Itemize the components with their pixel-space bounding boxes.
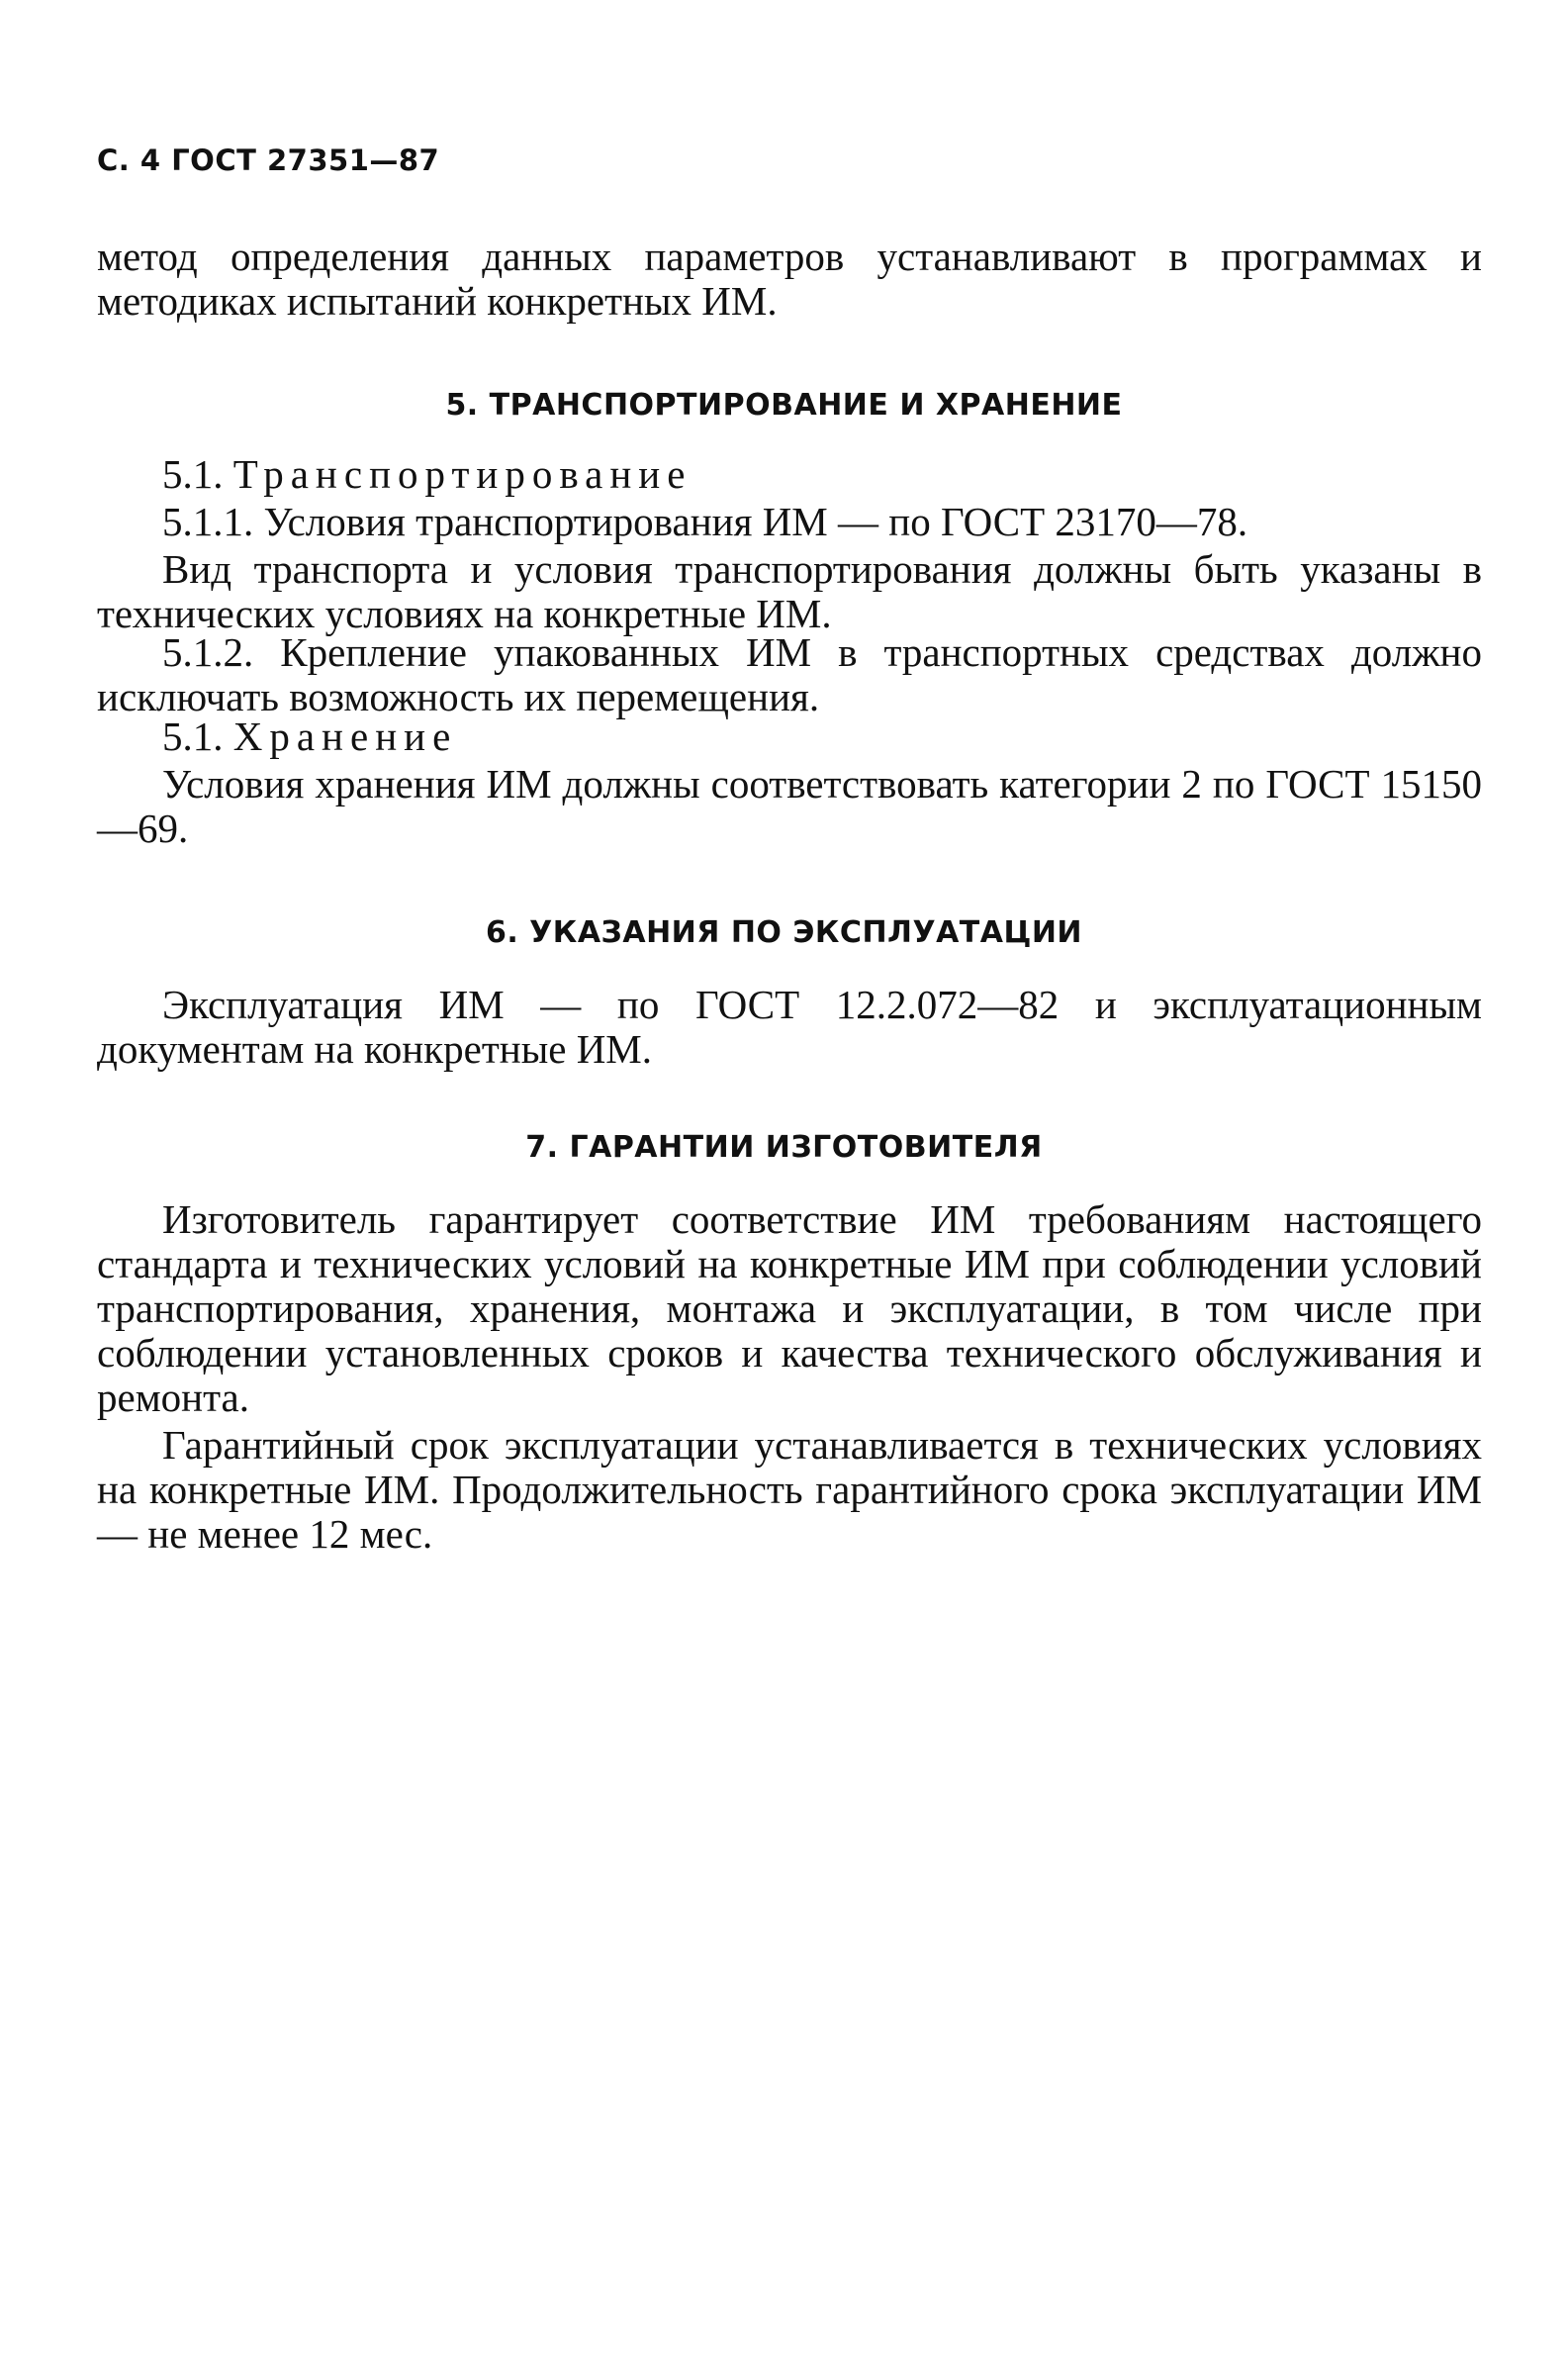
page-header	[97, 143, 439, 177]
page-number: С. 4	[97, 143, 161, 177]
operation-paragraph: Эксплуатация ИМ — по ГОСТ 12.2.072—82 и эксплуатационным документам на конкретные ИМ.	[97, 982, 1482, 1072]
section-6-title: 6. УКАЗАНИЯ ПО ЭКСПЛУАТАЦИИ	[485, 915, 1083, 950]
intro-paragraph: метод определения данных параметров устанавливают в программах и методиках испытаний конкретных ИМ.	[97, 234, 1482, 324]
standard-code: ГОСТ 27351—87	[171, 143, 440, 177]
storage-conditions-paragraph: Условия хранения ИМ должны соответствовать категории 2 по ГОСТ 15150—69.	[97, 761, 1482, 851]
clause-5-1-number: 5.1.	[162, 451, 224, 497]
warranty-paragraph-1: Изготовитель гарантирует соответствие ИМ требованиям настоящего стандарта и технических условий на конкретные ИМ при соблюдении условий транспортирования, хранения, монтажа и эксплуатации, в том числе при соблюдении установленных сроков и качества технического обслуживания и ремонта.	[97, 1196, 1482, 1420]
clause-5-1-2: 5.1.2. Крепление упакованных ИМ в транспортных средствах должно исключать возможность их перемещения.	[97, 629, 1482, 719]
clause-5-1-1-continuation: Вид транспорта и условия транспортирования должны быть указаны в технических условиях на конкретные ИМ.	[97, 546, 1482, 636]
warranty-paragraph-2: Гарантийный срок эксплуатации устанавливается в технических условиях на конкретные ИМ. Продолжительность гарантийного срока эксплуатации ИМ — не менее 12 мес.	[97, 1422, 1482, 1557]
section-5-title: 5. ТРАНСПОРТИРОВАНИЕ И ХРАНЕНИЕ	[445, 388, 1123, 423]
section-7-title: 7. ГАРАНТИИ ИЗГОТОВИТЕЛЯ	[525, 1130, 1043, 1165]
clause-5-1-1: 5.1.1. Условия транспортирования ИМ — по ГОСТ 23170—78.	[162, 499, 1248, 544]
clause-5-1-title: Транспортирование	[232, 451, 692, 497]
clause-5-2-title: Хранение	[232, 713, 458, 759]
clause-5-2-number: 5.1.	[162, 713, 224, 759]
clause-5-2-heading	[97, 714, 1482, 759]
clause-5-1-heading	[97, 452, 1482, 497]
